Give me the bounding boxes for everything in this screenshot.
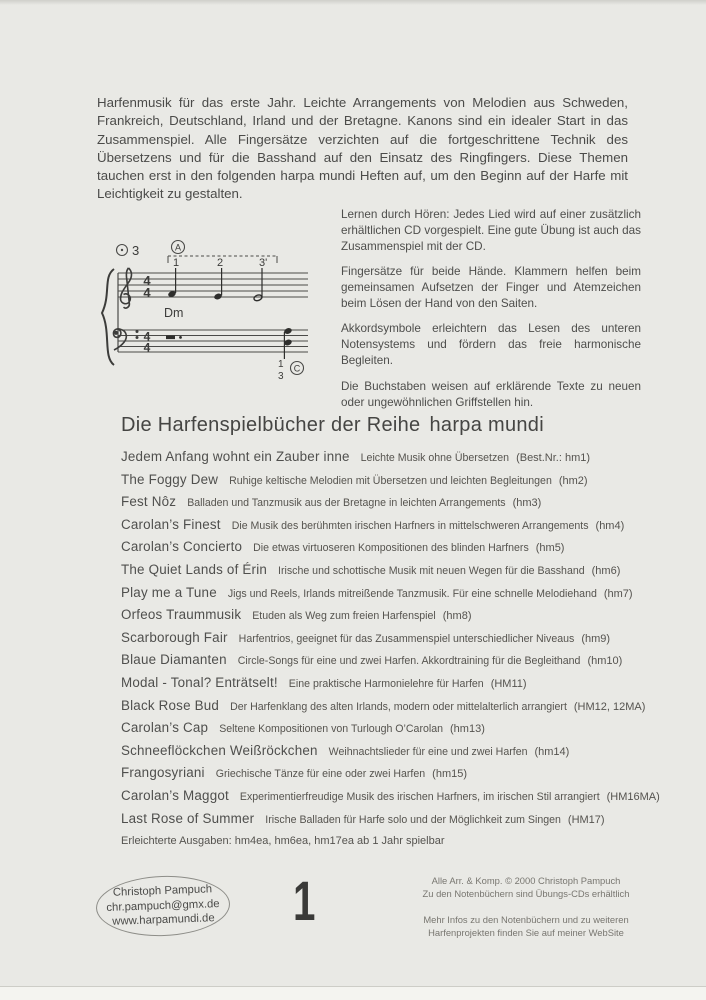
- dotted-rest: [166, 336, 182, 340]
- book-order-code: (hm14): [534, 745, 570, 758]
- quarter-note-1: [167, 268, 176, 298]
- book-order-code: (hm9): [581, 632, 611, 645]
- book-order-code: (HM17): [567, 813, 605, 826]
- book-title: Scarborough Fair: [121, 629, 228, 645]
- book-list-item: [121, 720, 661, 743]
- svg-text:A: A: [174, 242, 182, 253]
- catalog-heading-text: Die Harfenspielbücher der Reihe: [121, 414, 421, 436]
- credits-line1: Alle Arr. & Komp. © 2000 Christoph Pampuch: [431, 875, 621, 886]
- intro-paragraph: Harfenmusik für das erste Jahr. Leichte Arrangements von Melodien aus Schweden, Frankreich, Deutschland, Irland und der Bretagne. Kanons sind ein idealer Start in das Zusammenspiel. Alle Fingersätze verzichten auf die fortgeschrittene Technik des Übersetzens und für die Basshand auf den Einsatz des Ringfingers. Diese Themen tauchen erst in den folgenden harpa mundi Heften auf, um den Beginn auf der Harfe mit Leichtigkeit zu gestalten.: [97, 95, 628, 202]
- book-title: Last Rose of Summer: [121, 810, 255, 826]
- book-list-item: [121, 630, 661, 653]
- book-order-code: (HM16MA): [606, 790, 660, 803]
- bass-fingering-1: 1: [278, 359, 284, 370]
- book-order-code: (HM12, 12MA): [573, 700, 646, 713]
- book-order-code: (hm15): [432, 768, 468, 781]
- book-list-item: [121, 562, 661, 585]
- catalog-heading-series: harpa mundi: [429, 414, 544, 436]
- info-line1: Mehr Infos zu den Notenbüchern und zu weiteren: [423, 914, 629, 925]
- section-a-marker: [172, 241, 185, 254]
- book-description: Ruhige keltische Melodien mit Übersetzen und leichten Begleitungen: [229, 474, 552, 487]
- book-description: Seltene Kompositionen von Turlough O’Carolan: [219, 723, 444, 736]
- book-list-item: [121, 765, 661, 788]
- treble-clef-icon: [121, 268, 132, 308]
- book-title: Fest Nôz: [121, 494, 177, 510]
- book-description: Etuden als Weg zum freien Harfenspiel: [252, 610, 436, 623]
- fingering-3: 3': [259, 257, 268, 269]
- credits-line2: Zu den Notenbüchern sind Übungs-CDs erhältlich: [422, 888, 630, 899]
- book-list-item: [121, 517, 661, 540]
- book-title: Orfeos Traummusik: [121, 607, 242, 623]
- section-c-marker: [291, 362, 304, 375]
- book-order-code: (hm3): [512, 497, 542, 510]
- svg-text:4: 4: [143, 340, 151, 355]
- count-label: 3: [132, 243, 140, 258]
- book-list-item: [121, 539, 661, 562]
- book-title: Carolan’s Concierto: [121, 539, 243, 555]
- book-list-item: [121, 494, 661, 517]
- catalog-heading: [121, 412, 544, 438]
- feature-fingerings: Fingersätze für beide Hände. Klammern helfen beim gemeinsamen Aufsetzen der Finger und Atemzeichen beim Lösen der Hand von den Saiten.: [341, 265, 641, 311]
- book-description: Balladen und Tanzmusik aus der Bretagne in leichten Arrangements: [187, 497, 506, 510]
- footer-credits: [420, 874, 632, 939]
- info-block: [420, 913, 632, 939]
- svg-text:C: C: [293, 363, 301, 374]
- bass-chord-notes: [283, 327, 292, 359]
- book-description: Weihnachtslieder für eine und zwei Harfen: [328, 745, 528, 758]
- book-description: Irische und schottische Musik mit neuen Wegen für die Basshand: [278, 564, 585, 577]
- fingering-2: 2: [217, 257, 224, 269]
- book-order-code: (hm6): [591, 564, 621, 577]
- book-list-item: [121, 585, 661, 608]
- book-description: Irische Balladen für Harfe solo und der Möglichkeit zum Singen: [265, 813, 561, 826]
- book-list-item: [121, 472, 661, 495]
- book-description: Circle-Songs für eine und zwei Harfen. Akkordtraining für die Begleithand: [237, 655, 581, 668]
- chord-symbol: Dm: [164, 306, 184, 320]
- book-order-code: (hm7): [603, 587, 633, 600]
- book-list-item: [121, 607, 661, 630]
- bass-fingering-3: 3: [278, 371, 284, 382]
- book-title: Jedem Anfang wohnt ein Zauber inne: [121, 449, 350, 464]
- book-description: Leichte Musik ohne Übersetzen: [360, 452, 510, 464]
- book-description: Jigs und Reels, Irlands mitreißende Tanzmusik. Für eine schnelle Melodiehand: [227, 587, 597, 600]
- easy-editions-note: Erleichterte Ausgaben: hm4ea, hm6ea, hm17ea ab 1 Jahr spielbar: [121, 835, 445, 847]
- contact-name: Christoph Pampuch: [112, 883, 213, 899]
- book-order-code: (hm4): [595, 519, 625, 532]
- feature-listening: Lernen durch Hören: Jedes Lied wird auf einer zusätzlich erhältlichen CD vorgespielt. Eine gute Übung ist auch das Zusammenspiel mit der CD.: [341, 208, 641, 253]
- info-line2: Harfenprojekten finden Sie auf meiner WebSite: [428, 927, 624, 938]
- contact-oval: [95, 874, 231, 939]
- book-order-code: (hm13): [450, 723, 485, 736]
- treble-time-signature: [143, 273, 151, 300]
- book-description: Die etwas virtuoseren Kompositionen des blinden Harfners: [253, 542, 529, 555]
- book-list-item: [121, 743, 661, 766]
- feature-letters: Die Buchstaben weisen auf erklärende Texte zu neuen oder ungewöhnlichen Griffstellen hin.: [341, 379, 641, 409]
- book-order-code: (hm8): [442, 610, 472, 623]
- book-list-item: [121, 675, 661, 698]
- book-title: The Quiet Lands of Érin: [121, 561, 268, 577]
- book-list-item: [121, 698, 661, 721]
- book-title: Modal - Tonal? Enträtselt!: [121, 674, 278, 690]
- system-brace: [102, 269, 114, 365]
- bass-time-signature: [144, 330, 151, 355]
- book-order-code: (hm10): [587, 655, 623, 668]
- contact-email: chr.pampuch@gmx.de: [106, 897, 220, 914]
- book-description: Eine praktische Harmonielehre für Harfen: [288, 677, 484, 690]
- music-example-figure: [90, 238, 342, 390]
- book-title: Carolan’s Maggot: [121, 787, 229, 803]
- book-description: Die Musik des berühmten irischen Harfners in mittelschweren Arrangements: [231, 519, 589, 532]
- feature-chord-symbols: Akkordsymbole erleichtern das Lesen des unteren Notensystems und fördern das freie harmonische Begleiten.: [341, 322, 641, 368]
- book-title: Play me a Tune: [121, 584, 217, 600]
- book-list-item: [121, 449, 661, 472]
- book-description: Der Harfenklang des alten Irlands, modern oder mittelalterlich arrangiert: [230, 700, 567, 713]
- credits-block: [420, 874, 632, 900]
- book-title: Schneeflöckchen Weißröckchen: [121, 742, 318, 758]
- book-order-code: (HM11): [490, 677, 527, 690]
- book-description: Griechische Tänze für eine oder zwei Harfen: [215, 768, 426, 781]
- scan-bottom-edge: [0, 986, 706, 1000]
- page-number: 1: [293, 869, 316, 932]
- music-notation-svg: [90, 238, 342, 390]
- book-list-item: [121, 811, 661, 834]
- book-order-code: (Best.Nr.: hm1): [516, 452, 591, 464]
- book-title: The Foggy Dew: [121, 471, 219, 487]
- svg-text:4: 4: [143, 329, 151, 344]
- book-list-item: [121, 652, 661, 675]
- book-description: Experimentierfreudige Musik des irischen Harfners, im irischen Stil arrangiert: [239, 790, 600, 803]
- book-order-code: (hm2): [558, 474, 588, 487]
- book-title: Frangosyriani: [121, 765, 205, 781]
- svg-text:4: 4: [143, 272, 151, 288]
- book-title: Blaue Diamanten: [121, 652, 227, 668]
- features-column: [341, 207, 641, 420]
- svg-text:4: 4: [143, 284, 151, 300]
- book-list-item: [121, 788, 661, 811]
- fingering-1: 1: [173, 257, 180, 269]
- book-title: Black Rose Bud: [121, 697, 220, 713]
- contact-website: www.harpamundi.de: [112, 912, 215, 929]
- book-title: Carolan’s Cap: [121, 720, 209, 736]
- book-title: Carolan’s Finest: [121, 516, 221, 532]
- book-description: Harfentrios, geeignet für das Zusammenspiel unterschiedlicher Niveaus: [238, 632, 575, 645]
- book-order-code: (hm5): [535, 542, 565, 555]
- circled-dot-symbol: [117, 245, 128, 256]
- book-list: [121, 449, 661, 833]
